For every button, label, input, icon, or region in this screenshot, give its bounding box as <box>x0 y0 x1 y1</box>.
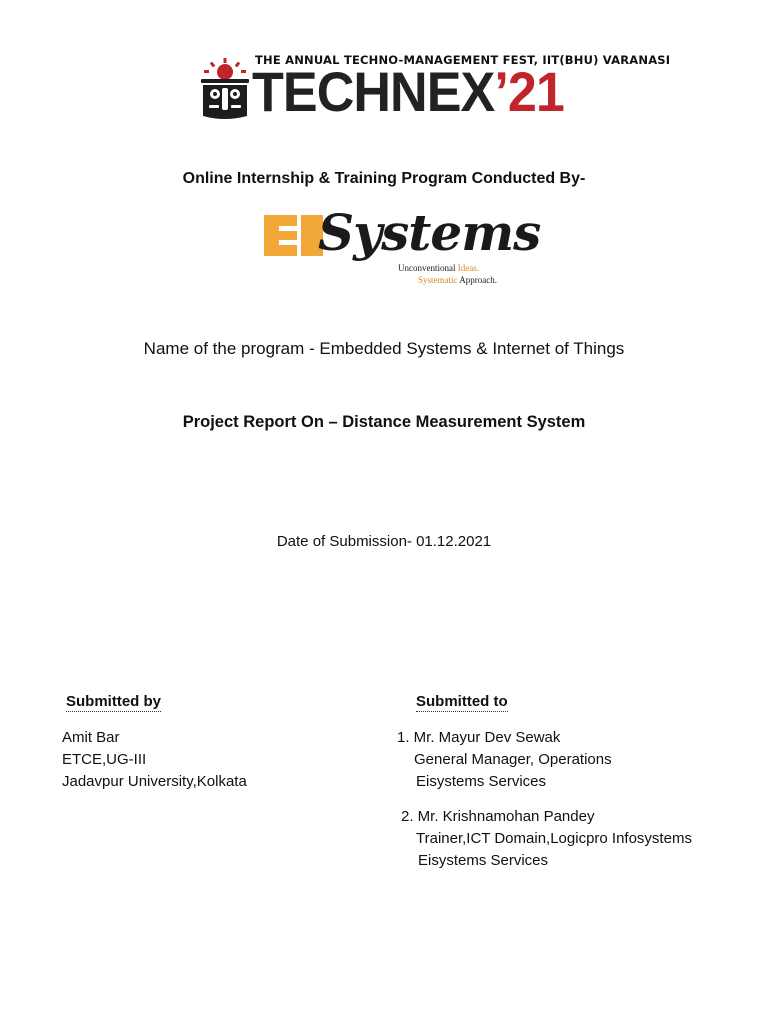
ei-logo-tagline-1 <box>398 263 479 273</box>
ei-logo-notch <box>279 226 297 231</box>
ei-logo-wordmark: Systems <box>318 203 541 262</box>
submitter-name: Amit Bar <box>62 729 120 746</box>
ei-tag-highlight: Ideas. <box>457 263 479 273</box>
recipient-1-name: 1. Mr. Mayur Dev Sewak <box>397 729 561 746</box>
recipient-1-organization: Eisystems Services <box>416 773 547 790</box>
ei-logo-notch <box>279 240 297 245</box>
recipient-2-organization: Eisystems Services <box>418 852 549 869</box>
technex-brand: TECHNEX <box>252 60 495 123</box>
submitter-department: ETCE,UG-III <box>62 751 147 768</box>
submission-date: Date of Submission- 01.12.2021 <box>276 533 492 550</box>
submitter-university: Jadavpur University,Kolkata <box>62 773 247 790</box>
technex-wordmark <box>252 60 564 123</box>
technex-year: ’21 <box>494 60 564 123</box>
recipient-2-name: 2. Mr. Krishnamohan Pandey <box>401 808 595 825</box>
ei-logo-letter-e <box>264 215 297 256</box>
ei-tag-highlight: Systematic <box>418 275 458 285</box>
conducted-by-heading: Online Internship & Training Program Conducted By- <box>182 170 586 187</box>
program-name: Name of the program - Embedded Systems & Internet of Things <box>143 339 625 358</box>
recipient-2-role: Trainer,ICT Domain,Logicpro Infosystems <box>416 830 692 847</box>
technex-mask-emblem <box>198 58 252 120</box>
recipient-1-role: General Manager, Operations <box>414 751 612 768</box>
ei-logo-tagline-2 <box>418 275 497 285</box>
ei-tag-text: Unconventional <box>398 263 458 273</box>
submitted-by-heading: Submitted by <box>66 693 162 710</box>
ei-tag-text: Approach. <box>457 275 497 285</box>
technex-tagline: THE ANNUAL TECHNO-MANAGEMENT FEST, IIT(BHU) VARANASI <box>255 53 671 67</box>
submitted-to-heading: Submitted to <box>416 693 508 710</box>
project-title: Project Report On – Distance Measurement System <box>182 413 586 431</box>
